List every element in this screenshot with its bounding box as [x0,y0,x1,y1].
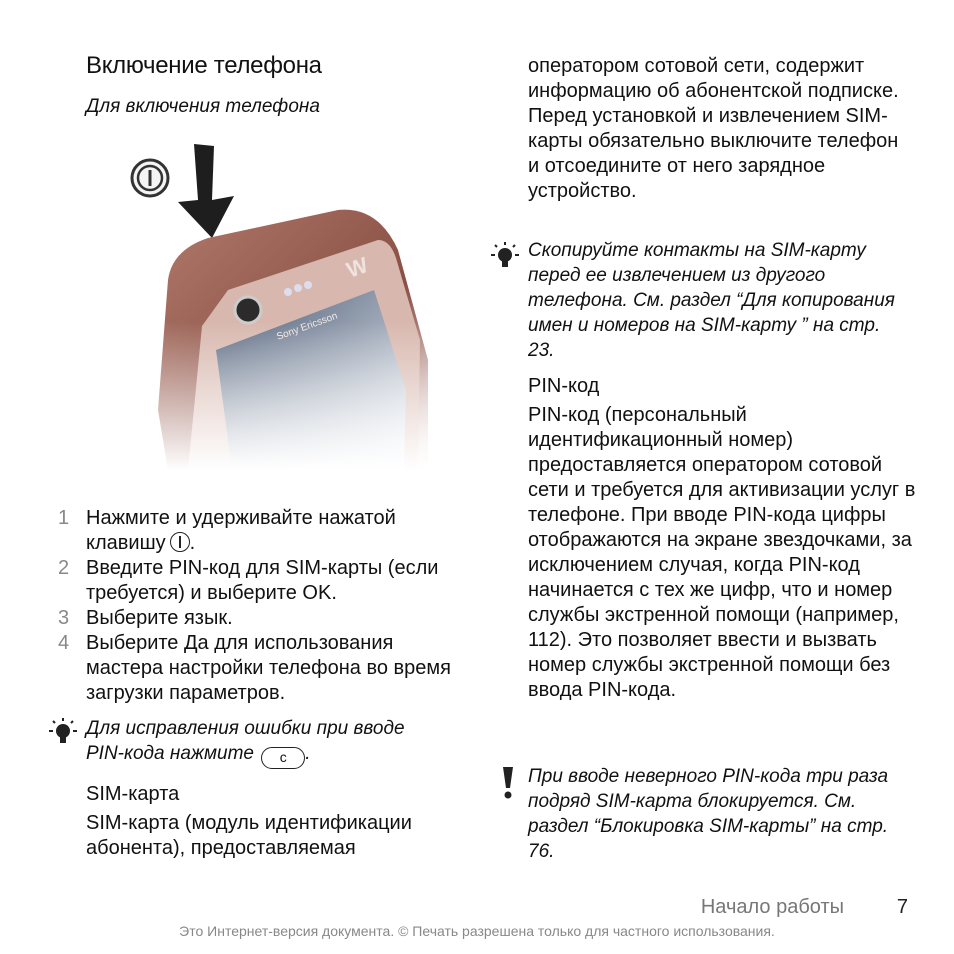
tip-note: Скопируйте контакты на SIM-карту перед ее извлечением из другого телефона. См. раздел “Для копирования имен и номеров на SIM-карту ” на стр. 23. [528,240,895,361]
sim-paragraph-continued: оператором сотовой сети, содержит информацию об абонентской подписке. Перед установкой и извлечением SIM-карты обязательно выключите телефон и отсоедините от него зарядное устройство. [528,55,899,202]
steps-list [58,506,458,706]
footer-copyright-note: Это Интернет-версия документа. © Печать разрешена только для частного использования. [179,923,775,939]
power-key-icon [170,532,190,552]
phone-illustration [128,140,428,470]
pin-paragraph: PIN-код (персональный идентификационный номер) предоставляется оператором сотовой сети и требуется для активизации услуг в телефоне. При вводе PIN-кода цифры отображаются на экране звездочками, за исключением случая, когда PIN-код начинается с тех же цифр, что и номер службы экстренной помощи (например, 112). Это позволяет ввести и вызвать номер службы экстренной помощи без ввода PIN-кода. [528,404,916,701]
list-item: 4 Выберите Да для использования мастера настройки телефона во время загрузки параметров. [58,632,451,704]
sim-paragraph: SIM-карта (модуль идентификации абонента), предоставляемая [86,812,412,859]
c-key-icon: c [261,747,305,769]
tip-note: Для исправления ошибки при вводе PIN-кода нажмите c . [86,716,466,769]
list-item: 1 Нажмите и удерживайте нажатой клавишу . [58,507,396,554]
tip-lightbulb-icon [488,240,522,274]
warning-exclamation-icon [500,766,516,800]
list-item: 3 Выберите язык. [58,607,233,629]
sim-heading: SIM-карта [86,783,180,805]
section-subtitle: Для включения телефона [86,96,320,117]
page-number: 7 [896,896,908,918]
warning-note: При вводе неверного PIN-кода три раза подряд SIM-карта блокируется. См. раздел “Блокировка SIM-карты” на стр. 76. [528,766,889,862]
pin-heading: PIN-код [528,375,600,397]
list-item: 2 Введите PIN-код для SIM-карты (если требуется) и выберите OK. [58,557,439,604]
page-title: Включение телефона [86,52,322,79]
tip-lightbulb-icon [46,716,80,750]
footer-section-name: Начало работы [700,896,844,918]
